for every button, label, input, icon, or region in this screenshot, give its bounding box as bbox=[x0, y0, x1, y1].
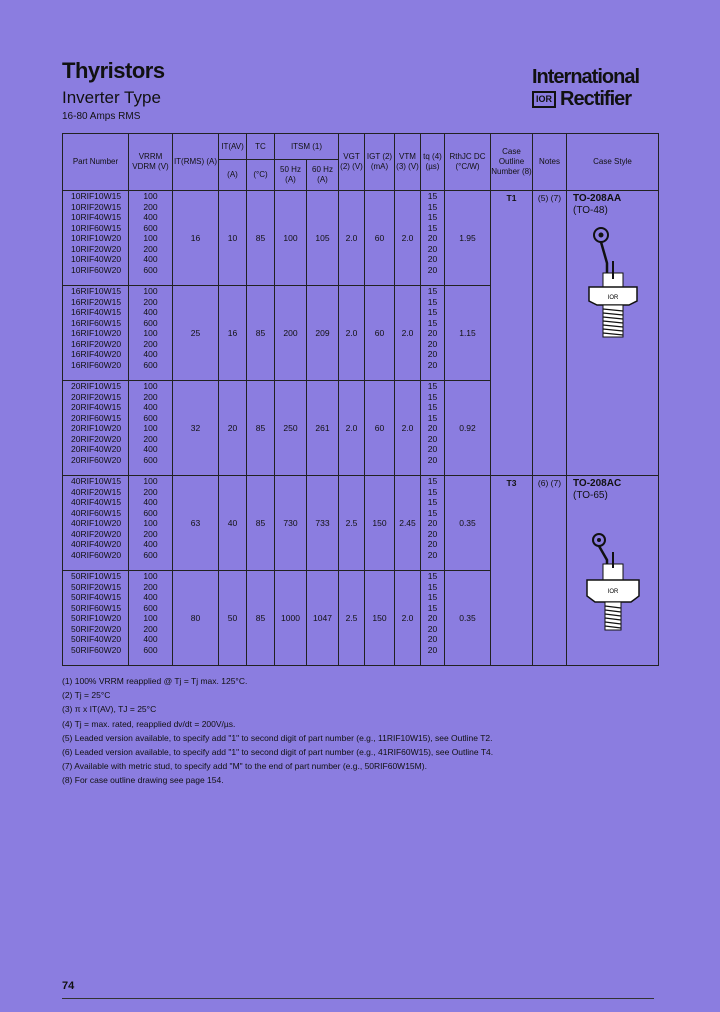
tq-list-entry: 20 bbox=[427, 328, 438, 338]
col-tc-unit: (°C) bbox=[247, 160, 275, 191]
tq-list-entry: 15 bbox=[427, 497, 438, 507]
itav-value: 16 bbox=[219, 286, 247, 381]
igt-value: 60 bbox=[365, 191, 395, 286]
igt-value: 60 bbox=[365, 286, 395, 381]
tc-value: 85 bbox=[247, 286, 275, 381]
part-number-list bbox=[63, 286, 129, 381]
vrrm-list-entry: 200 bbox=[143, 623, 158, 634]
part-number-list-entry: 10RIF40W15 bbox=[71, 212, 122, 222]
vrrm-list-entry: 400 bbox=[143, 402, 158, 412]
col-igt: IGT (2) (mA) bbox=[365, 134, 395, 191]
col-tq: tq (4) (µs) bbox=[421, 134, 445, 191]
tq-list-entry: 20 bbox=[427, 539, 438, 549]
case-outline-number: T1 bbox=[491, 191, 533, 476]
tq-list-entry: 15 bbox=[427, 222, 438, 233]
tq-list bbox=[421, 381, 445, 476]
vrrm-list-entry: 400 bbox=[143, 444, 158, 454]
page-number: 74 bbox=[62, 980, 75, 992]
col-itrms: IT(RMS) (A) bbox=[173, 134, 219, 191]
vrrm-list-entry: 600 bbox=[143, 264, 158, 275]
vtm-value: 2.0 bbox=[395, 286, 421, 381]
vgt-value: 2.5 bbox=[339, 476, 365, 571]
part-number-list-entry: 16RIF60W20 bbox=[71, 359, 122, 370]
tq-list-entry: 15 bbox=[427, 402, 438, 412]
brand-name-line1: International bbox=[532, 66, 640, 88]
igt-value: 150 bbox=[365, 476, 395, 571]
part-number-list-entry: 50RIF20W20 bbox=[71, 623, 122, 634]
footer-rule bbox=[62, 998, 654, 999]
itsm-60hz-value: 209 bbox=[307, 286, 339, 381]
itrms-value: 32 bbox=[173, 381, 219, 476]
tq-list-entry: 20 bbox=[427, 233, 438, 243]
vgt-value: 2.0 bbox=[339, 381, 365, 476]
tc-value: 85 bbox=[247, 191, 275, 286]
part-number-list-entry: 50RIF40W20 bbox=[71, 634, 122, 644]
tq-list-entry: 20 bbox=[427, 454, 438, 465]
tc-value: 85 bbox=[247, 571, 275, 666]
part-number-list-entry: 10RIF10W15 bbox=[71, 191, 122, 201]
tq-list bbox=[421, 571, 445, 666]
vrrm-list-entry: 400 bbox=[143, 497, 158, 507]
package-alt-name: (TO-65) bbox=[573, 490, 608, 501]
tq-list-entry: 15 bbox=[427, 476, 438, 486]
vrrm-list-entry: 100 bbox=[143, 423, 158, 433]
part-number-list-entry: 50RIF60W15 bbox=[71, 602, 122, 613]
col-itsm-50hz: 50 Hz (A) bbox=[275, 160, 307, 191]
thyristor-spec-table bbox=[62, 133, 659, 666]
part-number-list-entry: 20RIF60W15 bbox=[71, 412, 122, 423]
part-number-list bbox=[63, 476, 129, 571]
vrrm-list-entry: 600 bbox=[143, 359, 158, 370]
vrrm-list bbox=[129, 286, 173, 381]
col-itsm-60hz: 60 Hz (A) bbox=[307, 160, 339, 191]
vrrm-list bbox=[129, 476, 173, 571]
part-number-list-entry: 40RIF10W15 bbox=[71, 476, 122, 486]
vgt-value: 2.0 bbox=[339, 286, 365, 381]
part-number-list-entry: 50RIF20W15 bbox=[71, 581, 122, 592]
vrrm-list-entry: 100 bbox=[143, 518, 158, 528]
vrrm-list-entry: 200 bbox=[143, 433, 158, 444]
svg-text:IOR: IOR bbox=[607, 589, 618, 595]
table-row-group bbox=[63, 476, 659, 571]
tq-list-entry: 15 bbox=[427, 201, 438, 212]
itsm-50hz-value: 250 bbox=[275, 381, 307, 476]
vrrm-list-entry: 200 bbox=[143, 243, 158, 254]
tq-list-entry: 15 bbox=[427, 592, 438, 602]
vrrm-list-entry: 200 bbox=[143, 391, 158, 402]
svg-text:IOR: IOR bbox=[607, 295, 618, 301]
vrrm-list-entry: 100 bbox=[143, 571, 158, 581]
tq-list-entry: 20 bbox=[427, 433, 438, 444]
vrrm-list-entry: 600 bbox=[143, 549, 158, 560]
tq-list-entry: 20 bbox=[427, 623, 438, 634]
vrrm-list-entry: 600 bbox=[143, 602, 158, 613]
vrrm-list-entry: 400 bbox=[143, 592, 158, 602]
tq-list-entry: 20 bbox=[427, 243, 438, 254]
part-number-list-entry: 40RIF10W20 bbox=[71, 518, 122, 528]
tq-list-entry: 20 bbox=[427, 528, 438, 539]
vrrm-list-entry: 600 bbox=[143, 644, 158, 655]
part-number-list-entry: 16RIF60W15 bbox=[71, 317, 122, 328]
rthjc-value: 0.35 bbox=[445, 476, 491, 571]
part-number-list-entry: 20RIF40W20 bbox=[71, 444, 122, 454]
tq-list-entry: 15 bbox=[427, 581, 438, 592]
tq-list-entry: 20 bbox=[427, 359, 438, 370]
vrrm-list-entry: 400 bbox=[143, 634, 158, 644]
part-number-list-entry: 16RIF40W20 bbox=[71, 349, 122, 359]
vtm-value: 2.45 bbox=[395, 476, 421, 571]
part-number-list-entry: 16RIF20W15 bbox=[71, 296, 122, 307]
part-number-list-entry: 16RIF10W20 bbox=[71, 328, 122, 338]
col-rthjc: RthJC DC (°C/W) bbox=[445, 134, 491, 191]
rthjc-value: 0.92 bbox=[445, 381, 491, 476]
part-number-list-entry: 10RIF20W15 bbox=[71, 201, 122, 212]
itav-value: 20 bbox=[219, 381, 247, 476]
itsm-60hz-value: 261 bbox=[307, 381, 339, 476]
footnote: (8) For case outline drawing see page 154. bbox=[62, 775, 224, 786]
tc-value: 85 bbox=[247, 476, 275, 571]
part-number-list-entry: 40RIF40W15 bbox=[71, 497, 122, 507]
tq-list-entry: 15 bbox=[427, 507, 438, 518]
tq-list-entry: 15 bbox=[427, 286, 438, 296]
vtm-value: 2.0 bbox=[395, 571, 421, 666]
vrrm-list-entry: 200 bbox=[143, 486, 158, 497]
tq-list-entry: 20 bbox=[427, 349, 438, 359]
vrrm-list bbox=[129, 381, 173, 476]
footnote: (3) π x IT(AV), TJ = 25°C bbox=[62, 704, 157, 715]
part-number-list bbox=[63, 381, 129, 476]
tq-list bbox=[421, 191, 445, 286]
col-itsm: ITSM (1) bbox=[275, 134, 339, 160]
footnote: (4) Tj = max. rated, reapplied dv/dt = 200V/µs. bbox=[62, 718, 236, 729]
footnotes bbox=[62, 674, 493, 788]
package-name: TO-208AA bbox=[573, 193, 622, 204]
tq-list bbox=[421, 286, 445, 381]
col-tc: TC bbox=[247, 134, 275, 160]
vgt-value: 2.5 bbox=[339, 571, 365, 666]
vgt-value: 2.0 bbox=[339, 191, 365, 286]
itsm-50hz-value: 730 bbox=[275, 476, 307, 571]
part-number-list-entry: 10RIF20W20 bbox=[71, 243, 122, 254]
part-number-list-entry: 20RIF10W20 bbox=[71, 423, 122, 433]
vrrm-list-entry: 600 bbox=[143, 222, 158, 233]
part-number-list-entry: 16RIF40W15 bbox=[71, 307, 122, 317]
itsm-50hz-value: 1000 bbox=[275, 571, 307, 666]
package-name: TO-208AC bbox=[573, 478, 622, 489]
tq-list-entry: 15 bbox=[427, 571, 438, 581]
case-style bbox=[567, 476, 659, 666]
part-number-list-entry: 40RIF20W20 bbox=[71, 528, 122, 539]
tq-list-entry: 20 bbox=[427, 518, 438, 528]
col-vtm: VTM (3) (V) bbox=[395, 134, 421, 191]
tq-list-entry: 20 bbox=[427, 423, 438, 433]
itsm-60hz-value: 105 bbox=[307, 191, 339, 286]
part-number-list-entry: 10RIF60W20 bbox=[71, 264, 122, 275]
footnote: (6) Leaded version available, to specify add "1" to second digit of part number (e.g., 41RIF60W15), see Outline T4. bbox=[62, 747, 494, 758]
footnote: (7) Available with metric stud, to specify add "M" to the end of part number (e.g., 50RIF60W15M). bbox=[62, 761, 427, 772]
itsm-50hz-value: 100 bbox=[275, 191, 307, 286]
itrms-value: 25 bbox=[173, 286, 219, 381]
part-number-list bbox=[63, 571, 129, 666]
tq-list-entry: 15 bbox=[427, 381, 438, 391]
tq-list-entry: 15 bbox=[427, 191, 438, 201]
col-notes: Notes bbox=[533, 134, 567, 191]
part-number-list-entry: 50RIF10W15 bbox=[71, 571, 122, 581]
vtm-value: 2.0 bbox=[395, 381, 421, 476]
tq-list-entry: 15 bbox=[427, 212, 438, 222]
tq-list-entry: 20 bbox=[427, 264, 438, 275]
package-alt-name: (TO-48) bbox=[573, 205, 608, 216]
vrrm-list-entry: 600 bbox=[143, 454, 158, 465]
part-number-list-entry: 40RIF60W20 bbox=[71, 549, 122, 560]
part-number-list-entry: 20RIF20W15 bbox=[71, 391, 122, 402]
part-number-list-entry: 20RIF40W15 bbox=[71, 402, 122, 412]
part-number-list-entry: 50RIF10W20 bbox=[71, 613, 122, 623]
vrrm-list bbox=[129, 191, 173, 286]
part-number-list-entry: 10RIF40W20 bbox=[71, 254, 122, 264]
igt-value: 60 bbox=[365, 381, 395, 476]
part-number-list-entry: 50RIF60W20 bbox=[71, 644, 122, 655]
rthjc-value: 1.95 bbox=[445, 191, 491, 286]
part-number-list-entry: 16RIF10W15 bbox=[71, 286, 122, 296]
itav-value: 40 bbox=[219, 476, 247, 571]
tq-list-entry: 15 bbox=[427, 391, 438, 402]
vrrm-list bbox=[129, 571, 173, 666]
tq-list-entry: 15 bbox=[427, 412, 438, 423]
itav-value: 10 bbox=[219, 191, 247, 286]
tq-list-entry: 20 bbox=[427, 338, 438, 349]
tq-list-entry: 20 bbox=[427, 644, 438, 655]
case-outline-number: T3 bbox=[491, 476, 533, 666]
tq-list-entry: 20 bbox=[427, 549, 438, 560]
igt-value: 150 bbox=[365, 571, 395, 666]
notes-value: (5) (7) bbox=[533, 191, 567, 476]
tq-list-entry: 20 bbox=[427, 634, 438, 644]
tq-list-entry: 15 bbox=[427, 307, 438, 317]
tc-value: 85 bbox=[247, 381, 275, 476]
rthjc-value: 0.35 bbox=[445, 571, 491, 666]
vrrm-list-entry: 100 bbox=[143, 191, 158, 201]
col-case-outline: Case Outline Number (8) bbox=[491, 134, 533, 191]
vrrm-list-entry: 200 bbox=[143, 201, 158, 212]
stud-thyristor-to208ac-icon bbox=[583, 508, 643, 638]
vrrm-list-entry: 200 bbox=[143, 528, 158, 539]
tq-list-entry: 15 bbox=[427, 317, 438, 328]
itrms-value: 63 bbox=[173, 476, 219, 571]
tq-list-entry: 20 bbox=[427, 613, 438, 623]
part-number-list-entry: 20RIF20W20 bbox=[71, 433, 122, 444]
notes-value: (6) (7) bbox=[533, 476, 567, 666]
vrrm-list-entry: 100 bbox=[143, 233, 158, 243]
vrrm-list-entry: 200 bbox=[143, 296, 158, 307]
part-number-list-entry: 40RIF40W20 bbox=[71, 539, 122, 549]
vrrm-list-entry: 100 bbox=[143, 286, 158, 296]
col-vgt: VGT (2) (V) bbox=[339, 134, 365, 191]
brand-rectifier: Rectifier bbox=[560, 88, 632, 110]
footnote: (2) Tj = 25°C bbox=[62, 690, 111, 701]
case-style bbox=[567, 191, 659, 476]
vrrm-list-entry: 400 bbox=[143, 539, 158, 549]
page-title: Thyristors bbox=[62, 58, 165, 83]
part-number-list-entry: 40RIF20W15 bbox=[71, 486, 122, 497]
col-itav-unit: (A) bbox=[219, 160, 247, 191]
brand-name-line2 bbox=[532, 88, 631, 111]
tq-list-entry: 15 bbox=[427, 296, 438, 307]
vrrm-list-entry: 100 bbox=[143, 328, 158, 338]
itsm-60hz-value: 733 bbox=[307, 476, 339, 571]
part-number-list-entry: 40RIF60W15 bbox=[71, 507, 122, 518]
tq-list-entry: 15 bbox=[427, 602, 438, 613]
page-subtitle: Inverter Type bbox=[62, 88, 161, 107]
tq-list-entry: 20 bbox=[427, 254, 438, 264]
itrms-value: 80 bbox=[173, 571, 219, 666]
vrrm-list-entry: 200 bbox=[143, 338, 158, 349]
tq-list-entry: 15 bbox=[427, 486, 438, 497]
tq-list bbox=[421, 476, 445, 571]
vrrm-list-entry: 600 bbox=[143, 317, 158, 328]
ior-logo-icon: IOR bbox=[532, 91, 556, 108]
itrms-value: 16 bbox=[173, 191, 219, 286]
part-number-list-entry: 16RIF20W20 bbox=[71, 338, 122, 349]
itsm-50hz-value: 200 bbox=[275, 286, 307, 381]
tq-list-entry: 20 bbox=[427, 444, 438, 454]
vrrm-list-entry: 400 bbox=[143, 349, 158, 359]
part-number-list-entry: 20RIF10W15 bbox=[71, 381, 122, 391]
vrrm-list-entry: 100 bbox=[143, 381, 158, 391]
part-number-list-entry: 10RIF60W15 bbox=[71, 222, 122, 233]
vrrm-list-entry: 400 bbox=[143, 254, 158, 264]
vrrm-list-entry: 100 bbox=[143, 476, 158, 486]
footnote: (5) Leaded version available, to specify add "1" to second digit of part number (e.g., 11RIF10W15), see Outline T2. bbox=[62, 732, 493, 743]
vrrm-list-entry: 200 bbox=[143, 581, 158, 592]
vrrm-list-entry: 100 bbox=[143, 613, 158, 623]
part-number-list-entry: 50RIF40W15 bbox=[71, 592, 122, 602]
part-number-list-entry: 10RIF10W20 bbox=[71, 233, 122, 243]
col-itav: IT(AV) bbox=[219, 134, 247, 160]
vtm-value: 2.0 bbox=[395, 191, 421, 286]
vrrm-list-entry: 600 bbox=[143, 412, 158, 423]
footnote: (1) 100% VRRM reapplied @ Tj = Tj max. 125°C. bbox=[62, 676, 248, 686]
col-case-style: Case Style bbox=[567, 134, 659, 191]
vrrm-list-entry: 600 bbox=[143, 507, 158, 518]
current-range: 16-80 Amps RMS bbox=[62, 111, 141, 122]
part-number-list-entry: 20RIF60W20 bbox=[71, 454, 122, 465]
vrrm-list-entry: 400 bbox=[143, 307, 158, 317]
vrrm-list-entry: 400 bbox=[143, 212, 158, 222]
itsm-60hz-value: 1047 bbox=[307, 571, 339, 666]
col-part-number: Part Number bbox=[63, 134, 129, 191]
rthjc-value: 1.15 bbox=[445, 286, 491, 381]
itav-value: 50 bbox=[219, 571, 247, 666]
part-number-list bbox=[63, 191, 129, 286]
col-vrrm: VRRM VDRM (V) bbox=[129, 134, 173, 191]
stud-thyristor-to208aa-icon bbox=[583, 223, 643, 353]
table-row-group bbox=[63, 191, 659, 286]
